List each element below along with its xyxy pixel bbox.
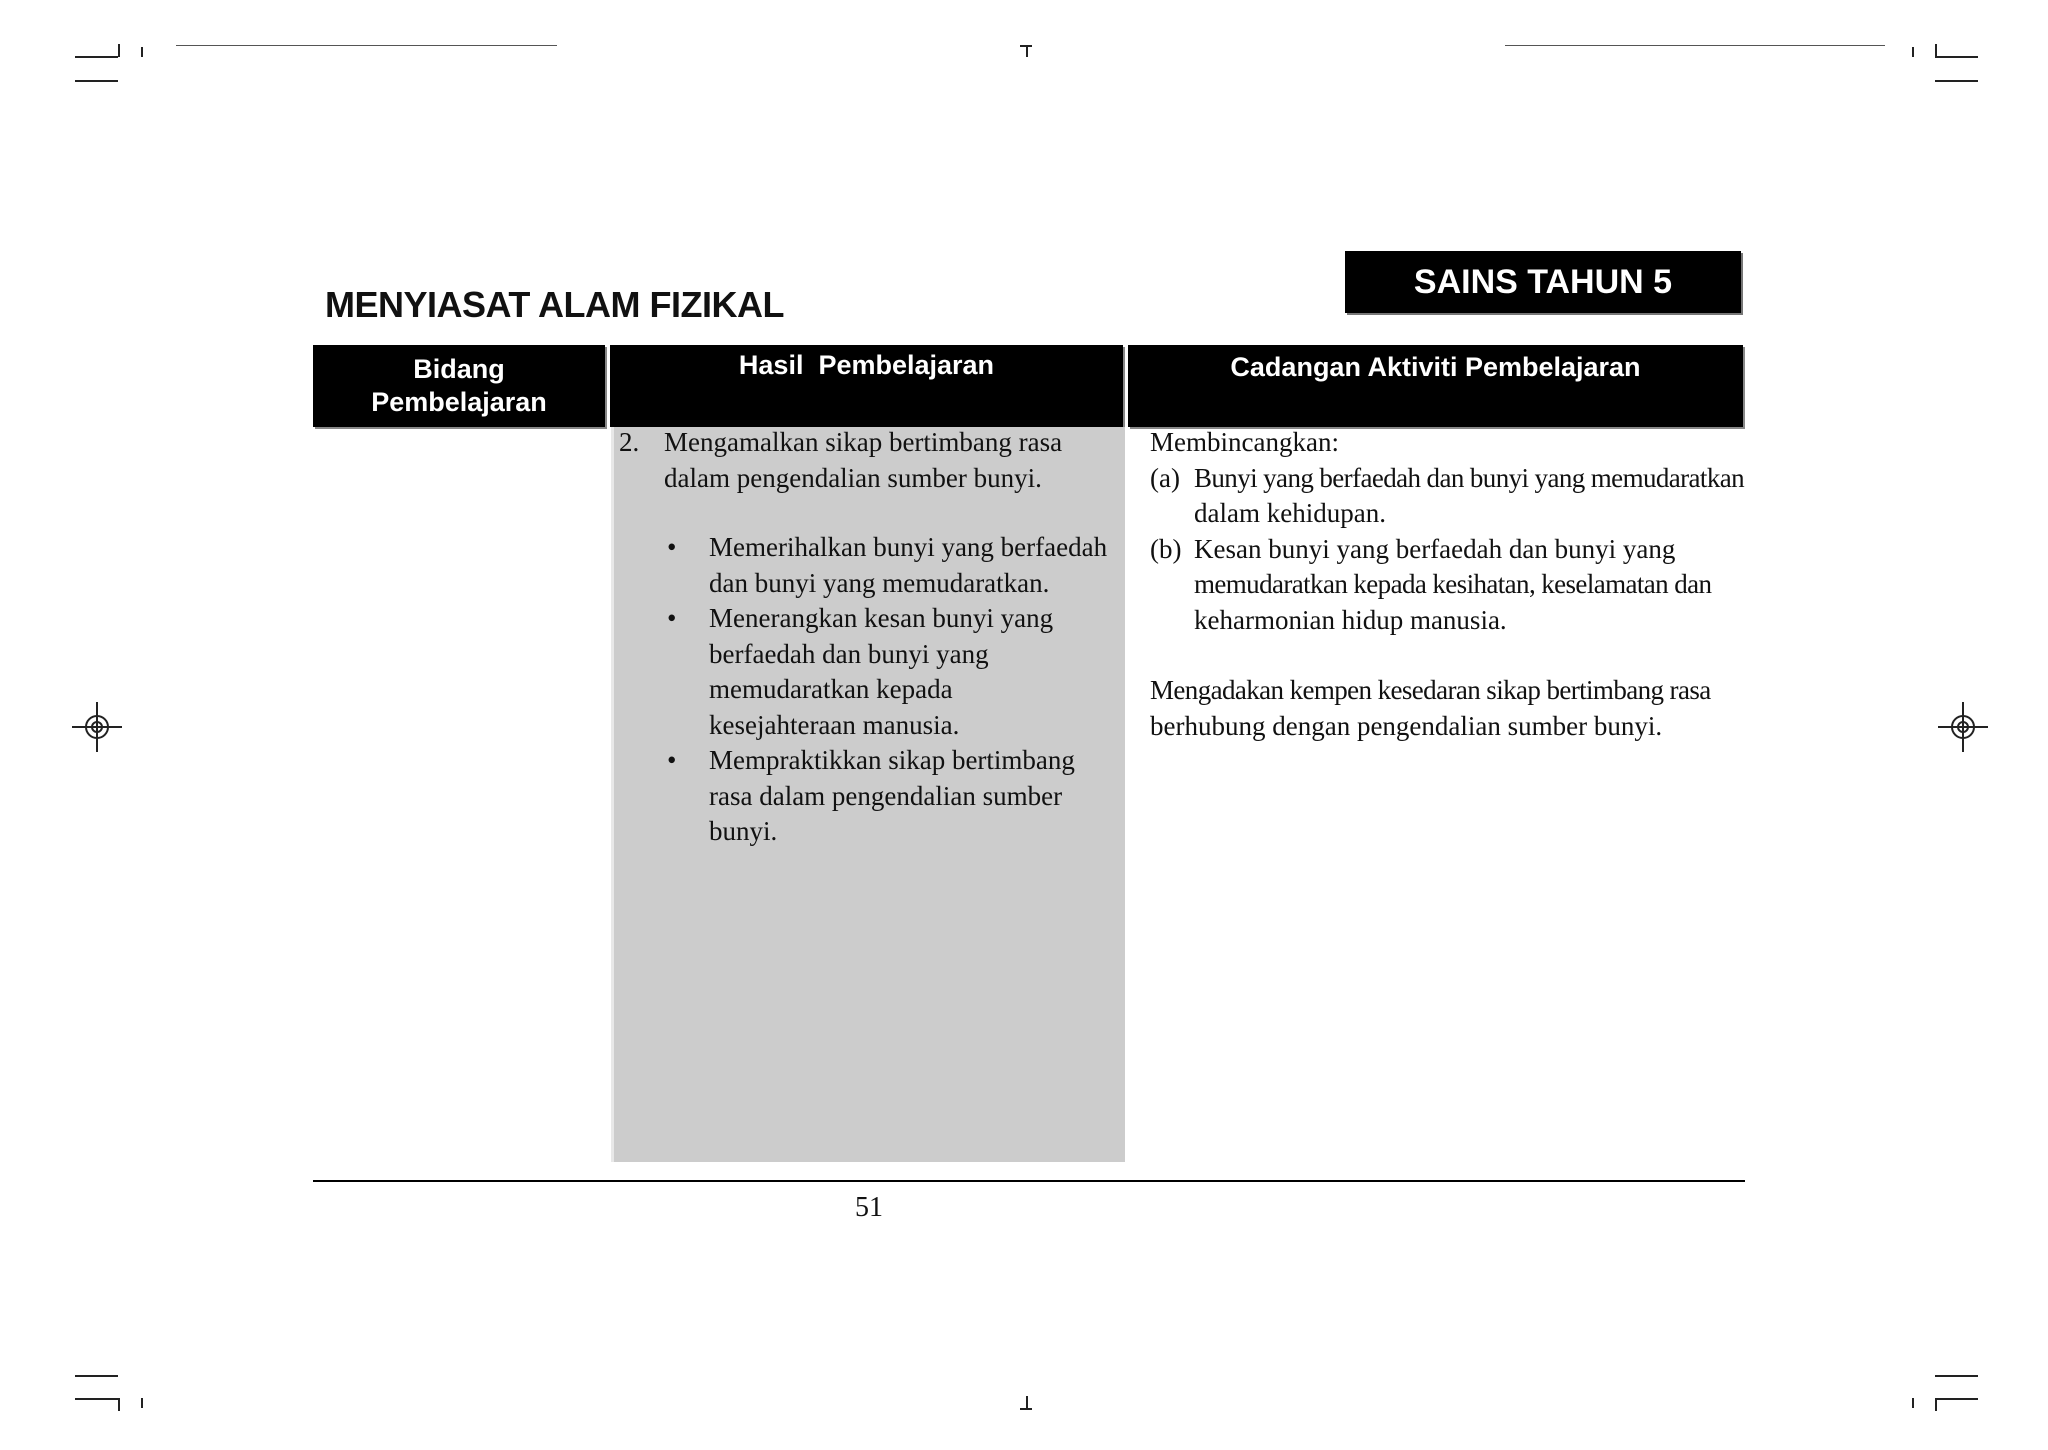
- text-line: berfaedah dan bunyi yang: [709, 638, 989, 669]
- crop-mark: [1505, 45, 1885, 46]
- text-line: memudaratkan kepada kesihatan, keselamatan dan: [1194, 569, 1712, 599]
- bullet-icon: •: [667, 603, 677, 633]
- bullet-icon: •: [667, 745, 677, 775]
- crop-mark: [1935, 80, 1978, 82]
- subject-banner-label: SAINS TAHUN 5: [1413, 262, 1673, 301]
- crop-mark: [1026, 1396, 1028, 1408]
- list-item: [664, 530, 1119, 601]
- text-line: Mengadakan kempen kesedaran sikap bertimbang rasa: [1150, 675, 1711, 705]
- column-header-hasil: [610, 345, 1123, 427]
- crop-mark: [1026, 45, 1028, 57]
- item-label: (b): [1150, 533, 1182, 564]
- text-line: dan bunyi yang memudaratkan.: [709, 567, 1050, 598]
- crop-mark: [75, 1375, 118, 1377]
- crop-mark: [118, 1398, 120, 1411]
- registration-target-icon: [72, 702, 122, 752]
- text-line: dalam pengendalian sumber bunyi.: [664, 462, 1042, 493]
- column-header-line: Cadangan Aktiviti Pembelajaran: [1230, 352, 1641, 382]
- crop-mark: [176, 45, 557, 46]
- list-item: [664, 601, 1119, 743]
- text-line: Bunyi yang berfaedah dan bunyi yang memudaratkan: [1194, 462, 1745, 493]
- outcome-text: [664, 425, 1104, 496]
- crop-mark: [1020, 1408, 1032, 1410]
- column-header-bidang: [313, 345, 605, 427]
- text-line: Menerangkan kesan bunyi yang: [709, 603, 1054, 633]
- page-title: MENYIASAT ALAM FIZIKAL: [325, 284, 784, 325]
- text-line: berhubung dengan pengendalian sumber bunyi.: [1150, 710, 1663, 741]
- text-line: dalam kehidupan.: [1194, 498, 1386, 528]
- text-line: keharmonian hidup manusia.: [1194, 604, 1507, 635]
- crop-mark: [141, 1398, 143, 1408]
- crop-mark: [141, 47, 143, 57]
- text-line: bunyi.: [709, 816, 778, 846]
- item-label: (a): [1150, 462, 1180, 493]
- activities-intro: Membincangkan:: [1150, 427, 1339, 457]
- text-line: kesejahteraan manusia.: [709, 709, 960, 740]
- bullet-icon: •: [667, 532, 677, 562]
- registration-target-icon: [1938, 702, 1988, 752]
- footer-divider: [313, 1180, 1745, 1182]
- crop-mark: [75, 56, 118, 58]
- outcome-number: 2.: [619, 427, 640, 457]
- text-line: Memerihalkan bunyi yang berfaedah: [709, 532, 1108, 562]
- list-item: [1150, 532, 1750, 639]
- crop-mark: [118, 44, 120, 57]
- outcome-bullet-list: [664, 530, 1119, 850]
- page-number: 51: [855, 1192, 883, 1223]
- text-line: Mempraktikkan sikap bertimbang: [709, 745, 1075, 775]
- learning-activities: [1150, 425, 1750, 744]
- column-header-line: Bidang: [413, 354, 505, 384]
- text-line: Kesan bunyi yang berfaedah dan bunyi yang: [1194, 533, 1676, 564]
- list-item: [664, 743, 1119, 850]
- column-header-line: Hasil Pembelajaran: [738, 350, 995, 380]
- crop-mark: [1912, 1398, 1914, 1408]
- crop-mark: [1935, 1375, 1978, 1377]
- crop-mark: [1912, 47, 1914, 57]
- crop-mark: [75, 80, 118, 82]
- crop-mark: [1935, 1398, 1978, 1400]
- list-item: [1150, 461, 1750, 532]
- crop-mark: [75, 1398, 118, 1400]
- text-line: memudaratkan kepada: [709, 674, 953, 704]
- subject-banner: [1345, 251, 1741, 313]
- column-header-cadangan: [1128, 345, 1743, 427]
- text-line: rasa dalam pengendalian sumber: [709, 780, 1063, 811]
- crop-mark: [1935, 56, 1978, 58]
- text-line: Mengamalkan sikap bertimbang rasa: [664, 427, 1063, 457]
- column-header-line: Pembelajaran: [371, 387, 547, 417]
